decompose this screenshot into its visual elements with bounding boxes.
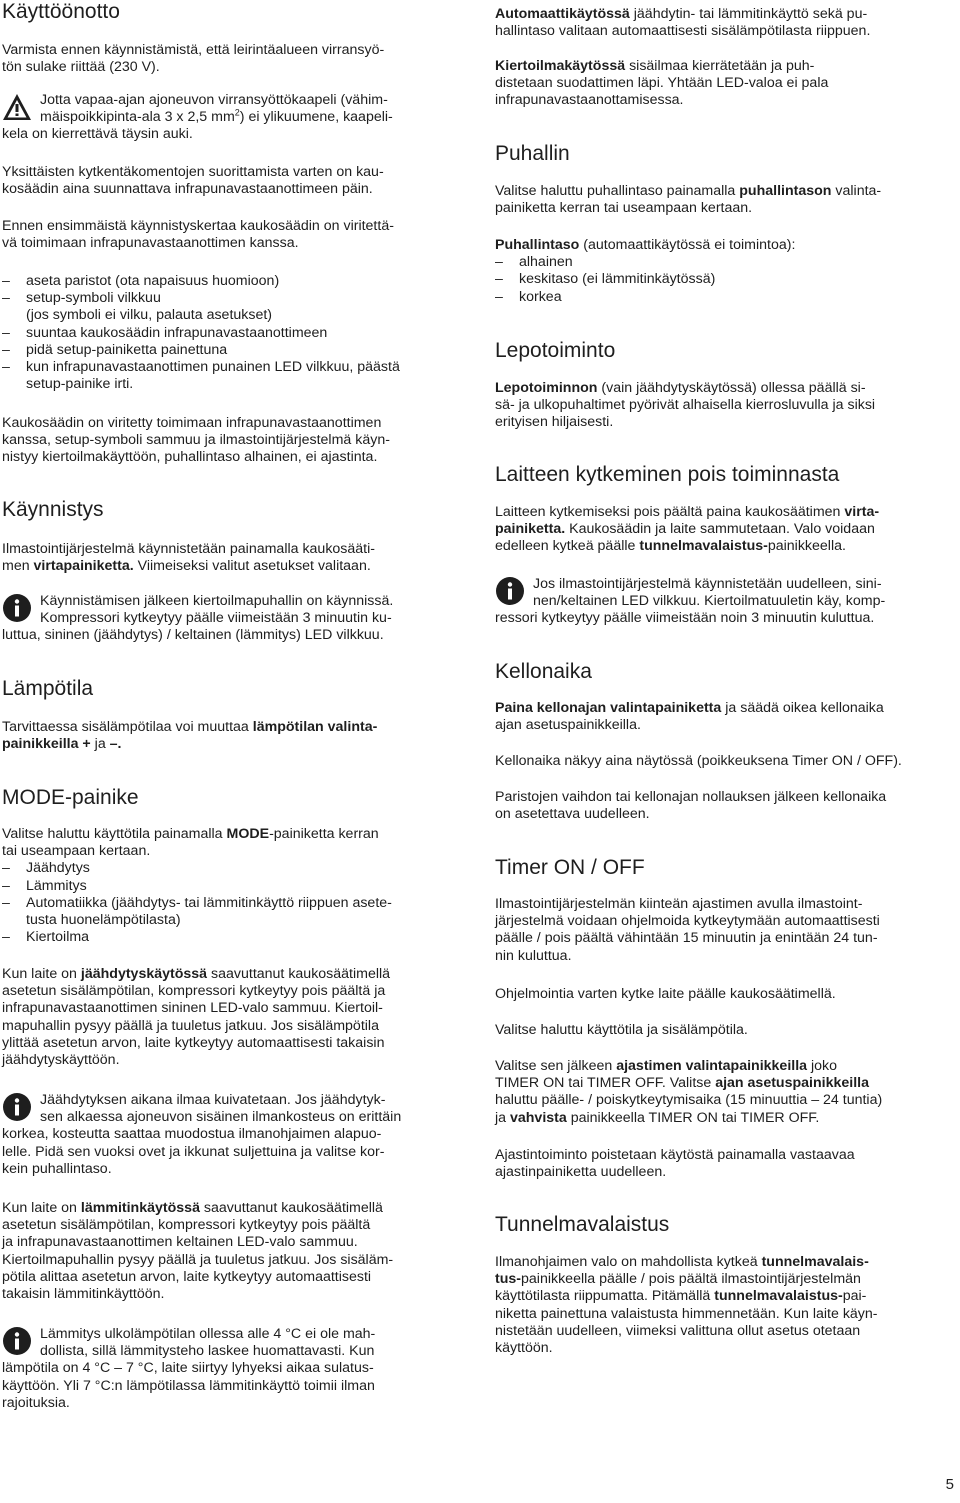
paragraph: Laitteen kytkemiseksi pois päältä paina kaukosäätimen virta- painiketta. Kaukosäädin ja laite sammutetaan. Valo voidaan edelleen kytkeä päälle tunnelmavalaistus-painikkeella. xyxy=(495,504,880,555)
list-item: – alhainen xyxy=(495,254,573,271)
paragraph: Valitse sen jälkeen ajastimen valintapainikkeilla joko TIMER ON tai TIMER OFF. Valitse ajan asetuspainikkeilla haluttu päälle- / poiskytkeytymisaika (15 minuuttia – 24 tuntia) ja vahvista painikkeella TIMER ON tai TIMER OFF. xyxy=(495,1058,883,1126)
section-title-pois: Laitteen kytkeminen pois toiminnasta xyxy=(495,463,840,486)
section-title-puhallin: Puhallin xyxy=(495,142,570,165)
paragraph: Ilmastointijärjestelmän kiinteän ajastimen avulla ilmastoint- järjestelmä voidaan ohjelmoida kytkeytymään automaattisesti päälle / pois päältä vähintään 15 minuutin ja enintään 24 tun- nin kuluttua. xyxy=(495,896,880,964)
info-note: Jos ilmastointijärjestelmä käynnistetään uudelleen, sini- nen/keltainen LED vilkkuu. Kiertoilmatuuletin käy, komp- ressori kytkeytyy päälle viimeistään noin 3 minuutin kuluttua. xyxy=(495,576,886,627)
paragraph: Kun laite on lämmitinkäytössä saavuttanut kaukosäätimellä asetetun sisälämpötilan, kompressori kytkeytyy pois päältä ja infrapunavastaanottimen keltainen LED-valo sammuu. Kiertoilmapuhallin pysyy päällä ja tuuletus jatkuu. Jos sisäläm- pötila alittaa asetetun arvon, laite kytkeytyy automaattisesti takaisin lämmitinkäyttöön. xyxy=(2,1200,394,1303)
list-item: setup-painike irti. xyxy=(26,376,134,393)
section-title-mode: MODE-painike xyxy=(2,786,139,809)
list-item: – Kiertoilma xyxy=(2,929,90,946)
list-item: – Lämmitys xyxy=(2,877,87,894)
paragraph: Kaukosäädin on viritetty toimimaan infrapunavastaanottimen kanssa, setup-symboli sammuu ja ilmastointijärjestelmä käyn- nistyy kiertoilmakäyttöön, puhallintaso alhainen, ei ajastinta. xyxy=(2,415,390,466)
paragraph: Valitse haluttu puhallintaso painamalla puhallintason valinta- painiketta kerran tai useampaan kertaan. xyxy=(495,183,882,217)
warning-note: Jotta vapaa-ajan ajoneuvon virransyöttökaapeli (vähim- mäispoikkipinta-ala 3 x 2,5 $mm^2$) ei ylikuumene, kaapeli- kela on kierrettävä täysin auki. xyxy=(2,92,393,143)
list-item: tusta huonelämpötilasta) xyxy=(26,912,181,929)
info-note: Lämmitys ulkolämpötilan ollessa alle 4 °C ei ole mah- dollista, sillä lämmitysteho laskee huomattavasti. Kun lämpötila on 4 °C – 7 °C, laite siirtyy lyhyeksi aikaa sulatus- käyttöön. Yli 7 °C:n lämpötilassa lämmitinkäyttö toimii ilman rajoituksia. xyxy=(2,1326,376,1411)
list-item: – Automatiikka (jäähdytys- tai lämmitinkäyttö riippuen asete- xyxy=(2,894,392,911)
paragraph: Ohjelmointia varten kytke laite päälle kaukosäätimellä. xyxy=(495,986,836,1002)
section-title-lampotila: Lämpötila xyxy=(2,677,94,700)
section-title-tunnelmavalaistus: Tunnelmavalaistus xyxy=(495,1213,670,1236)
paragraph: Ajastintoiminto poistetaan käytöstä painamalla vastaavaa ajastinpainiketta uudelleen. xyxy=(495,1147,855,1181)
page-number: 5 xyxy=(945,1476,954,1493)
paragraph: Yksittäisten kytkentäkomentojen suorittamista varten on kau- kosäädin aina suunnattava infrapunavastaanottimeen päin. xyxy=(2,164,384,198)
paragraph: Paristojen vaihdon tai kellonajan nollauksen jälkeen kellonaika on asetettava uudelleen. xyxy=(495,789,887,823)
info-icon xyxy=(2,1326,32,1356)
list-item: – aseta paristot (ota napaisuus huomioon) xyxy=(2,273,280,289)
info-note: Jäähdytyksen aikana ilmaa kuivatetaan. Jos jäähdytyk- sen alkaessa ajoneuvon sisäinen ilmankosteus on erittäin korkea, kosteutta saattaa muodostua ilmanohjaimen alapuo- lelle. Pidä sen vuoksi ovet ja ikkunat suljettuina ja valitse kor- kein puhallintaso. xyxy=(2,1092,402,1177)
paragraph: Valitse haluttu käyttötila ja sisälämpötila. xyxy=(495,1022,748,1038)
info-icon xyxy=(495,576,525,606)
section-title-kaynnistys: Käynnistys xyxy=(2,498,104,521)
warning-icon xyxy=(2,92,32,122)
list-item: (jos symboli ei vilku, palauta asetukset) xyxy=(26,307,273,324)
list-item: – keskitaso (ei lämmitinkäytössä) xyxy=(495,271,716,288)
paragraph: Valitse haluttu käyttötila painamalla MODE-painiketta kerran tai useampaan kertaan. – Jäähdytys – Lämmitys – Automatiikka (jäähdytys- tai lämmitinkäyttö riippuen asete- tusta huonelämpötilasta) – Kiertoilma xyxy=(2,826,392,946)
section-title-kayttoonotto: Käyttöönotto xyxy=(2,0,120,23)
list-item: – setup-symboli vilkkuu xyxy=(2,290,161,307)
section-title-timer: Timer ON / OFF xyxy=(495,856,645,879)
paragraph: Paina kellonajan valintapainiketta ja säädä oikea kellonaika ajan asetuspainikkeilla. xyxy=(495,700,884,734)
paragraph: Kun laite on jäähdytyskäytössä saavuttanut kaukosäätimellä asetetun sisälämpötilan, kompressori kytkeytyy pois päältä ja infrapunavastaanottimen sininen LED-valo sammuu. Kiertoil- mapuhallin pysyy päällä ja tuuletus jatkuu. Jos sisälämpötila ylittää asetetun arvon, laite kytkeytyy automaattisesti takaisin jäähdytyskäyttöön. xyxy=(2,966,391,1069)
paragraph: Varmista ennen käynnistämistä, että leirintäalueen virransyö- tön sulake riittää (230 V). xyxy=(2,42,385,76)
paragraph: Tarvittaessa sisälämpötilaa voi muuttaa lämpötilan valinta- painikkeilla + ja –. xyxy=(2,719,378,753)
paragraph: Ennen ensimmäistä käynnistyskertaa kaukosäädin on viritettä- vä toimimaan infrapunavastaanottimen kanssa. xyxy=(2,218,394,252)
paragraph: Ilmanohjaimen valo on mahdollista kytkeä tunnelmavalais- tus-painikkeella päälle / pois päältä ilmastointijärjestelmän käyttötilasta riippumatta. Pitämällä tunnelmavalaistus-pai- niketta painettuna valaistusta himmennetään. Kun laite käyn- nistetään uudelleen, viimeksi valittuna ollut asetus otetaan käyttöön. xyxy=(495,1254,878,1357)
info-icon xyxy=(2,1092,32,1122)
paragraph: Lepotoiminnon (vain jäähdytyskäytössä) ollessa päällä si- sä- ja ulkopuhaltimet pyörivät alhaisella kierrosluvulla ja siksi erityisen hiljaisesti. xyxy=(495,380,876,431)
list-item: – kun infrapunavastaanottimen punainen LED vilkkuu, päästä xyxy=(2,359,400,376)
paragraph: Kiertoilmakäytössä sisäilmaa kierrätetään ja puh- distetaan suodattimen läpi. Yhtään LED-valoa ei pala infrapunavastaanottamisessa. xyxy=(495,58,829,109)
list-item: – suuntaa kaukosäädin infrapunavastaanottimeen xyxy=(2,324,328,341)
list-item: – korkea xyxy=(495,288,562,305)
info-note: Käynnistämisen jälkeen kiertoilmapuhallin on käynnissä. Kompressori kytkeytyy päälle viimeistään 3 minuutin ku- luttua, sininen (jäähdytys) / keltainen (lämmitys) LED vilkkuu. xyxy=(2,593,394,644)
list-item: – pidä setup-painiketta painettuna xyxy=(2,341,228,358)
list-item: – Jäähdytys xyxy=(2,860,90,877)
paragraph: Puhallintaso (automaattikäytössä ei toimintoa): – alhainen – keskitaso (ei lämmitinkäytössä) – korkea xyxy=(495,237,796,305)
section-title-lepotoiminto: Lepotoiminto xyxy=(495,339,616,362)
paragraph: Ilmastointijärjestelmä käynnistetään painamalla kaukosääti- men virtapainiketta. Viimeiseksi valitut asetukset valitaan. xyxy=(2,541,376,575)
setup-steps-list xyxy=(2,273,400,393)
paragraph: Kellonaika näkyy aina näytössä (poikkeuksena Timer ON / OFF). xyxy=(495,753,902,769)
info-icon xyxy=(2,593,32,623)
paragraph: Automaattikäytössä jäähdytin- tai lämmitinkäyttö sekä pu- hallintaso valitaan automaattisesti sisälämpötilasta riippuen. xyxy=(495,6,871,40)
section-title-kellonaika: Kellonaika xyxy=(495,660,592,683)
